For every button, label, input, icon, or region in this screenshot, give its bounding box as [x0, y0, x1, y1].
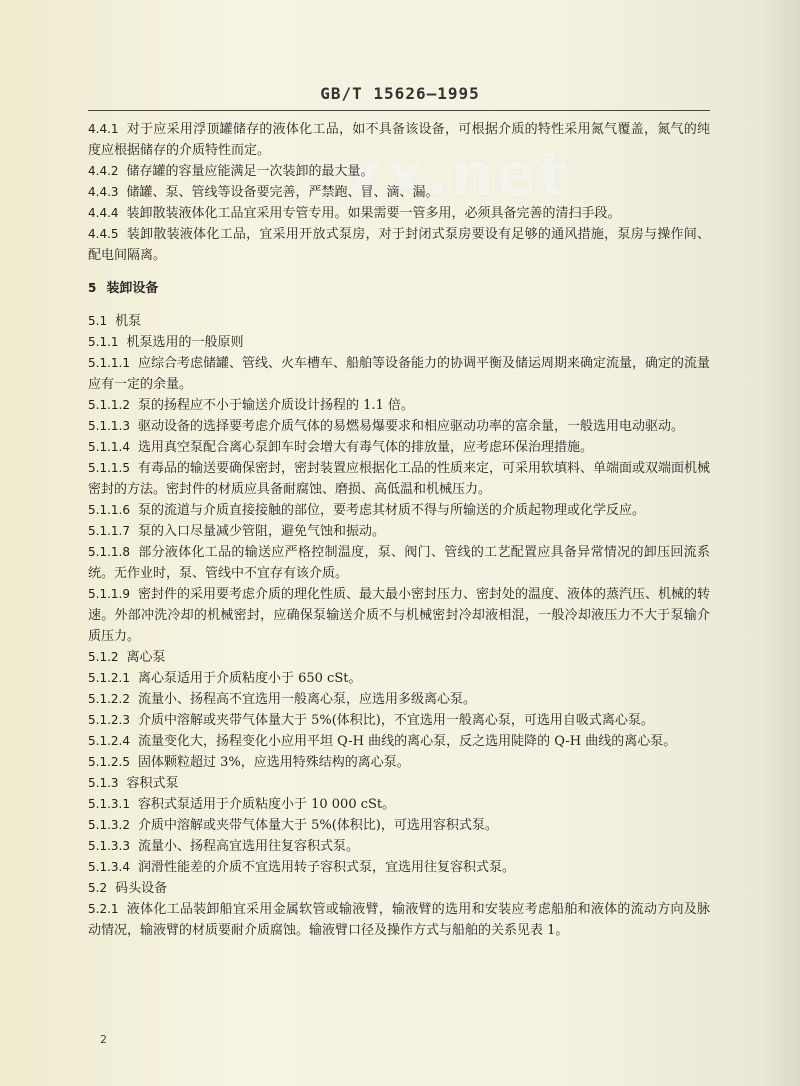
- item-5-1-3: 5.1.3 容积式泵: [88, 776, 179, 791]
- spacer: [88, 266, 710, 278]
- item-5-1: 5.1 机泵: [88, 314, 142, 329]
- item-5-1-2-1: 5.1.2.1 离心泵适用于介质粘度小于 650 cSt。: [88, 671, 362, 686]
- item-5-1-2-4: 5.1.2.4 流量变化大，扬程变化小应用平坦 Q-H 曲线的离心泵，反之选用陡降的 Q-H 曲线的离心泵。: [88, 734, 677, 749]
- header-rule: [88, 110, 710, 111]
- section-title-5: 5 装卸设备: [88, 281, 159, 296]
- item-5-1-2-5: 5.1.2.5 固体颗粒超过 3%，应选用特殊结构的离心泵。: [88, 755, 410, 770]
- item-5-1-2-3: 5.1.2.3 介质中溶解或夹带气体量大于 5%(体积比)，不宜选用一般离心泵，可选用自吸式离心泵。: [88, 713, 654, 728]
- item-5-1-1-6: 5.1.1.6 泵的流道与介质直接接触的部位，要考虑其材质不得与所输送的介质起物理或化学反应。: [88, 503, 645, 518]
- item-5-1-3-3: 5.1.3.3 流量小、扬程高宜选用往复容积式泵。: [88, 839, 359, 854]
- paragraph-4-4-5: 4.4.5 装卸散装液体化工品，宜采用开放式泵房，对于封闭式泵房要设有足够的通风措施，泵房与操作间、配电间隔离。: [88, 227, 710, 263]
- item-5-1-2: 5.1.2 离心泵: [88, 650, 166, 665]
- item-5-1-3-1: 5.1.3.1 容积式泵适用于介质粘度小于 10 000 cSt。: [88, 797, 396, 812]
- standard-header: GB/T 15626—1995: [320, 84, 480, 103]
- item-5-2-1: 5.2.1 液体化工品装卸船宜采用金属软管或输液臂，输液臂的选用和安装应考虑船舶和液体的流动方向及脉动情况，输液臂的材质要耐介质腐蚀。输液臂口径及操作方式与船舶的关系见表 1。: [88, 902, 710, 938]
- item-5-1-1-3: 5.1.1.3 驱动设备的选择要考虑介质气体的易燃易爆要求和相应驱动功率的富余量，一般选用电动驱动。: [88, 419, 684, 434]
- paragraph-4-4-2: 4.4.2 储存罐的容量应能满足一次装卸的最大量。: [88, 164, 374, 179]
- item-5-1-3-4: 5.1.3.4 润滑性能差的介质不宜选用转子容积式泵，宜选用往复容积式泵。: [88, 860, 515, 875]
- watermark: xx.net: [345, 140, 570, 210]
- item-5-1-1-7: 5.1.1.7 泵的入口尽量减少管阻，避免气蚀和振动。: [88, 524, 385, 539]
- item-5-1-1-8: 5.1.1.8 部分液体化工品的输送应严格控制温度，泵、阀门、管线的工艺配置应具备异常情况的卸压回流系统。无作业时，泵、管线中不宜存有该介质。: [88, 545, 710, 581]
- item-5-1-1: 5.1.1 机泵选用的一般原则: [88, 335, 244, 350]
- paragraph-4-4-4: 4.4.4 装卸散装液体化工品宜采用专管专用。如果需要一管多用，必须具备完善的清扫手段。: [88, 206, 621, 221]
- item-5-1-1-2: 5.1.1.2 泵的扬程应不小于输送介质设计扬程的 1.1 倍。: [88, 398, 414, 413]
- item-5-1-1-1: 5.1.1.1 应综合考虑储罐、管线、火车槽车、船舶等设备能力的协调平衡及储运周期来确定流量，确定的流量应有一定的余量。: [88, 356, 710, 392]
- item-5-1-2-2: 5.1.2.2 流量小、扬程高不宜选用一般离心泵，应选用多级离心泵。: [88, 692, 476, 707]
- item-5-1-1-5: 5.1.1.5 有毒品的输送要确保密封，密封装置应根据化工品的性质来定，可采用软填料、单端面或双端面机械密封的方法。密封件的材质应具备耐腐蚀、磨损、高低温和机械压力。: [88, 461, 710, 497]
- item-5-2: 5.2 码头设备: [88, 881, 168, 896]
- item-5-1-1-4: 5.1.1.4 选用真空泵配合离心泵卸车时会增大有毒气体的排放量，应考虑环保治理措施。: [88, 440, 593, 455]
- document-body: [88, 119, 710, 941]
- page-number: 2: [100, 1033, 107, 1046]
- page-edge-shadow: [760, 0, 800, 1086]
- item-5-1-1-9: 5.1.1.9 密封件的采用要考虑介质的理化性质、最大最小密封压力、密封处的温度、液体的蒸汽压、机械的转速。外部冲洗冷却的机械密封，应确保泵输送介质不与机械密封冷却液相混，一般冷却液压力不大于泵输介质压力。: [88, 587, 710, 644]
- paragraph-4-4-1: 4.4.1 对于应采用浮顶罐储存的液体化工品，如不具备该设备，可根据介质的特性采用氮气覆盖，氮气的纯度应根据储存的介质特性而定。: [88, 122, 710, 158]
- spacer: [88, 299, 710, 311]
- paragraph-4-4-3: 4.4.3 储罐、泵、管线等设备要完善，严禁跑、冒、滴、漏。: [88, 185, 439, 200]
- item-5-1-3-2: 5.1.3.2 介质中溶解或夹带气体量大于 5%(体积比)，可选用容积式泵。: [88, 818, 498, 833]
